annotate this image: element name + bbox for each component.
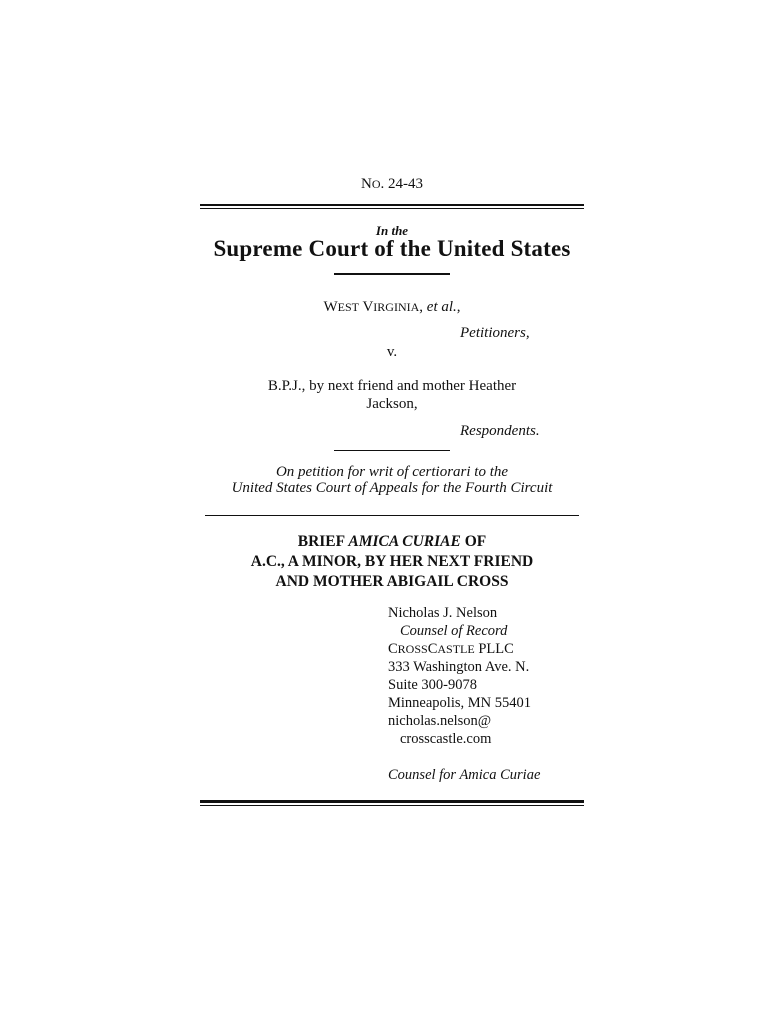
- court-preamble: In the: [375, 223, 409, 238]
- counsel-for: Counsel for Amica Curiae: [388, 767, 541, 783]
- petitioner-line: WEST VIRGINIA, et al.,: [323, 299, 461, 315]
- address-line-1: 333 Washington Ave. N.: [388, 659, 530, 675]
- address-line-2: Suite 300-9078: [388, 677, 478, 693]
- top-rule-lower: [200, 208, 584, 209]
- brief-title-line-1: BRIEF AMICA CURIAE OF: [297, 533, 487, 550]
- petition-line-2: United States Court of Appeals for the Fourth Circuit: [231, 480, 553, 496]
- caption-divider: [334, 450, 450, 451]
- counsel-spacer: [388, 748, 588, 766]
- respondent-line-2: Jackson,: [366, 396, 418, 412]
- docket-number: NO. 24-43: [360, 176, 423, 192]
- brief-title-line-2: A.C., A MINOR, BY HER NEXT FRIEND: [250, 553, 534, 570]
- address-city: Minneapolis, MN 55401: [388, 695, 531, 711]
- court-name: Supreme Court of the United States: [213, 236, 571, 261]
- bottom-rule-upper: [200, 800, 584, 803]
- top-rule-upper: [200, 204, 584, 206]
- counsel-name: Nicholas J. Nelson: [388, 605, 498, 621]
- respondents-label: Respondents.: [460, 423, 540, 439]
- heading-divider: [334, 273, 450, 275]
- brief-title: [200, 532, 584, 592]
- counsel-block: [388, 604, 588, 784]
- brief-title-line-3: AND MOTHER ABIGAIL CROSS: [275, 573, 509, 590]
- petition-divider: [205, 515, 579, 516]
- petitioners-label: Petitioners,: [460, 325, 530, 341]
- bottom-rule-lower: [200, 805, 584, 806]
- versus: v.: [386, 344, 398, 360]
- petition-line-1: On petition for writ of certiorari to the: [275, 464, 509, 480]
- counsel-role: Counsel of Record: [400, 623, 508, 639]
- email-line-2: crosscastle.com: [400, 731, 492, 747]
- respondent-line-1: B.P.J., by next friend and mother Heather: [267, 378, 517, 394]
- firm-name: CROSSCASTLE PLLC: [388, 641, 514, 657]
- email-line-1: nicholas.nelson@: [388, 713, 492, 729]
